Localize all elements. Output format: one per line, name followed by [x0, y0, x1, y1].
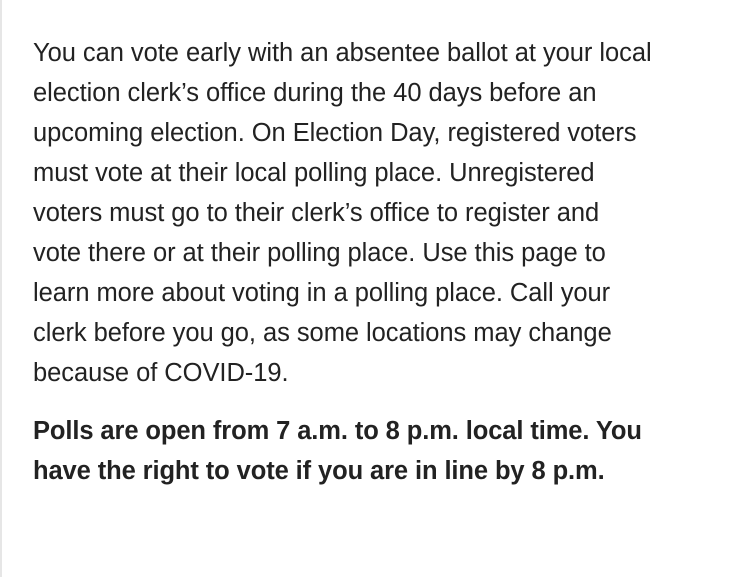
intro-line: learn more about voting in a polling place. Call your [33, 279, 611, 307]
polls-line: Polls are open from 7 a.m. to 8 p.m. local time. You [33, 417, 642, 445]
intro-paragraph [33, 33, 733, 393]
intro-line: must vote at their local polling place. Unregistered [33, 159, 595, 187]
intro-line: upcoming election. On Election Day, registered voters [33, 119, 637, 147]
article-body [33, 33, 733, 491]
intro-line: because of COVID-19. [33, 359, 289, 387]
intro-line: clerk before you go, as some locations may change [33, 319, 612, 347]
left-divider [0, 0, 2, 577]
intro-line: voters must go to their clerk’s office to register and [33, 199, 600, 227]
intro-line: vote there or at their polling place. Use this page to [33, 239, 606, 267]
polls-hours-paragraph [33, 411, 733, 491]
polls-line: have the right to vote if you are in line by 8 p.m. [33, 457, 605, 485]
intro-line: You can vote early with an absentee ballot at your local [33, 39, 652, 67]
intro-line: election clerk’s office during the 40 days before an [33, 79, 597, 107]
